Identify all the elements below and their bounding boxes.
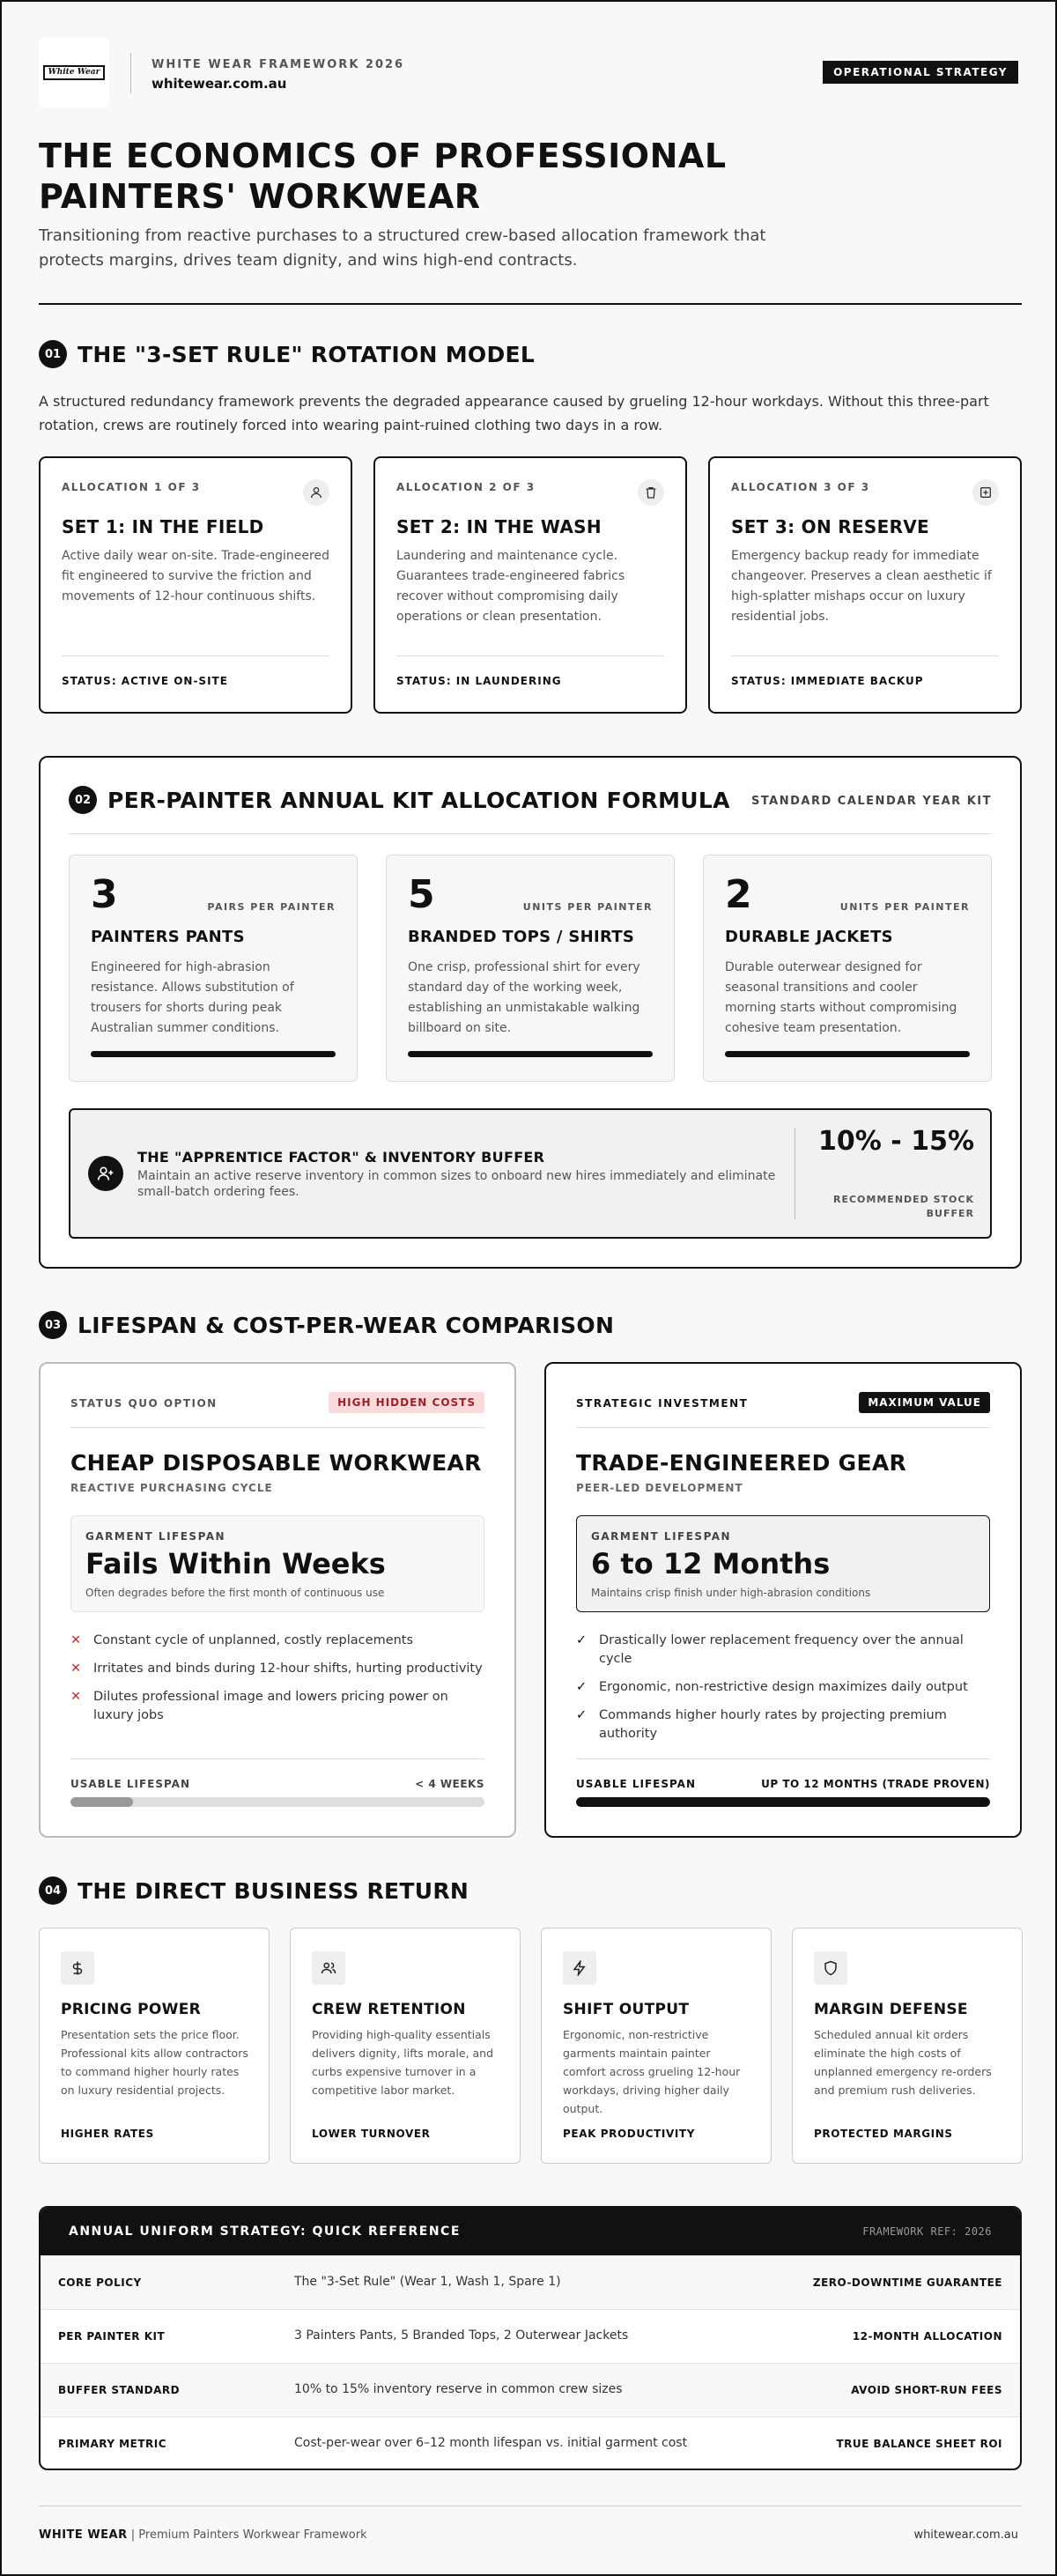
return-card-retention <box>290 1928 521 2164</box>
user-icon <box>303 479 329 506</box>
kit-desc: One crisp, professional shirt for every standard day of the working week, establishing an unmistakable walking billboard on site. <box>408 960 640 1035</box>
comparison-kicker: STRATEGIC INVESTMENT <box>576 1397 749 1410</box>
rotation-card-wash <box>373 456 687 714</box>
maximum-value-badge: MAXIMUM VALUE <box>859 1392 990 1413</box>
lifespan-bar-track <box>576 1797 990 1807</box>
header-site-link[interactable]: whitewear.com.au <box>152 76 287 92</box>
lifespan-bar-track <box>70 1797 484 1807</box>
table-row <box>41 2309 1020 2363</box>
table-row <box>41 2255 1020 2309</box>
high-hidden-costs-badge: HIGH HIDDEN COSTS <box>329 1392 484 1413</box>
section-title: THE DIRECT BUSINESS RETURN <box>78 1877 469 1904</box>
comparison-subtitle: PEER-LED DEVELOPMENT <box>576 1482 743 1494</box>
lifespan-value: 6 to 12 Months <box>591 1547 831 1580</box>
header-rule <box>39 303 1022 305</box>
list-item <box>70 1660 484 1678</box>
lifespan-label: GARMENT LIFESPAN <box>591 1530 732 1543</box>
row-outcome: AVOID SHORT-RUN FEES <box>851 2384 1002 2396</box>
row-key: BUFFER STANDARD <box>58 2384 181 2396</box>
row-outcome: 12-MONTH ALLOCATION <box>852 2330 1002 2343</box>
table-header <box>41 2208 1020 2255</box>
section-1-heading <box>39 340 535 368</box>
section-title: LIFESPAN & COST-PER-WEAR COMPARISON <box>78 1312 615 1338</box>
footer-site-link[interactable]: whitewear.com.au <box>913 2528 1018 2542</box>
row-value: Cost-per-wear over 6–12 month lifespan vs. initial garment cost <box>294 2436 688 2450</box>
row-value: The "3-Set Rule" (Wear 1, Wash 1, Spare 1) <box>294 2275 561 2289</box>
rotation-card-title: SET 2: IN THE WASH <box>396 516 602 537</box>
kit-desc: Engineered for high-abrasion resistance. Allows substitution of trousers for shorts during peak Australian summer conditions. <box>91 960 294 1035</box>
kit-bar <box>408 1051 653 1057</box>
section-4-heading <box>39 1876 469 1905</box>
usable-lifespan-value: UP TO 12 MONTHS (TRADE PROVEN) <box>761 1778 990 1790</box>
divider <box>731 655 999 656</box>
return-card-outcome: LOWER TURNOVER <box>312 2128 431 2140</box>
section-title: THE "3-SET RULE" ROTATION MODEL <box>78 341 536 367</box>
list-item-text: Constant cycle of unplanned, costly replacements <box>93 1633 414 1647</box>
row-key: CORE POLICY <box>58 2276 142 2289</box>
kit-name: PAINTERS PANTS <box>91 928 245 946</box>
kit-card-jackets <box>703 855 992 1082</box>
comparison-kicker: STATUS QUO OPTION <box>70 1397 218 1410</box>
kit-quantity: 2 <box>725 872 752 917</box>
page-title: THE ECONOMICS OF PROFESSIONAL PAINTERS' WORKWEAR <box>39 137 727 216</box>
header-divider <box>130 53 131 93</box>
check-icon: ✓ <box>576 1680 588 1694</box>
list-item-text: Irritates and binds during 12-hour shifts, hurting productivity <box>93 1662 483 1676</box>
kit-card-pants <box>69 855 358 1082</box>
list-item-text: Commands higher hourly rates by projecting premium authority <box>599 1708 947 1741</box>
return-card-pricing <box>39 1928 270 2164</box>
table-row <box>41 2417 1020 2470</box>
kit-name: BRANDED TOPS / SHIRTS <box>408 928 635 946</box>
rotation-card-status: STATUS: IN LAUNDERING <box>396 675 562 687</box>
framework-label: WHITE WEAR FRAMEWORK 2026 <box>152 58 405 71</box>
rotation-card-title: SET 3: ON RESERVE <box>731 516 930 537</box>
kit-quantity: 5 <box>408 872 435 917</box>
allocation-label: ALLOCATION 1 OF 3 <box>62 481 201 493</box>
divider <box>396 655 664 656</box>
framework-ref: FRAMEWORK REF: 2026 <box>862 2225 992 2238</box>
lightning-icon <box>563 1951 596 1985</box>
usable-lifespan-label: USABLE LIFESPAN <box>70 1778 191 1790</box>
kit-bar <box>725 1051 970 1057</box>
list-item <box>576 1632 990 1669</box>
rotation-card-status: STATUS: ACTIVE ON-SITE <box>62 675 228 687</box>
lifespan-label: GARMENT LIFESPAN <box>85 1530 226 1543</box>
operational-strategy-badge: OPERATIONAL STRATEGY <box>823 61 1018 84</box>
return-card-desc: Scheduled annual kit orders eliminate the high costs of unplanned emergency re-orders and premium rush deliveries. <box>814 2028 992 2097</box>
allocation-label: ALLOCATION 3 OF 3 <box>731 481 870 493</box>
divider <box>70 1427 484 1428</box>
page-subtitle: Transitioning from reactive purchases to a structured crew-based allocation framework that protects margins, drives team dignity, and wins high-end contracts. <box>39 226 766 270</box>
buffer-value: 10% - 15% <box>818 1126 974 1157</box>
lifespan-bar-fill <box>576 1797 990 1807</box>
brand-logo <box>39 37 109 107</box>
check-icon: ✓ <box>576 1633 588 1647</box>
cross-icon: ✕ <box>70 1662 82 1676</box>
kit-allocation-panel <box>39 756 1022 1269</box>
rotation-card-title: SET 1: IN THE FIELD <box>62 516 264 537</box>
cross-icon: ✕ <box>70 1633 82 1647</box>
comparison-title: CHEAP DISPOSABLE WORKWEAR <box>70 1450 482 1476</box>
return-card-title: CREW RETENTION <box>312 2001 466 2018</box>
logo-wordmark: White Wear <box>43 65 106 80</box>
buffer-label: RECOMMENDED STOCK BUFFER <box>833 1194 974 1219</box>
rotation-card-reserve <box>708 456 1022 714</box>
return-card-margin <box>792 1928 1023 2164</box>
quick-reference-table <box>39 2206 1022 2470</box>
footer-brand <box>39 2528 367 2542</box>
cross-icon: ✕ <box>70 1690 82 1704</box>
footer-tagline: | Premium Painters Workwear Framework <box>127 2528 367 2542</box>
benefit-list <box>576 1632 990 1753</box>
list-item <box>70 1688 484 1725</box>
lifespan-box <box>576 1515 990 1612</box>
rotation-card-desc: Active daily wear on-site. Trade-engineered fit engineered to survive the friction and movements of 12-hour continuous shifts. <box>62 549 329 603</box>
row-value: 10% to 15% inventory reserve in common crew sizes <box>294 2382 623 2396</box>
return-card-title: MARGIN DEFENSE <box>814 2001 968 2018</box>
lifespan-box <box>70 1515 484 1612</box>
comparison-card-strategic <box>544 1362 1022 1838</box>
section-number: 04 <box>39 1876 67 1905</box>
kit-period-label: STANDARD CALENDAR YEAR KIT <box>750 795 992 808</box>
list-item <box>576 1678 990 1697</box>
trash-icon <box>638 479 664 506</box>
section-number: 03 <box>39 1311 67 1339</box>
kit-desc: Durable outerwear designed for seasonal transitions and cooler morning starts without compromising cohesive team presentation. <box>725 960 957 1035</box>
list-item-text: Ergonomic, non-restrictive design maximizes daily output <box>599 1680 968 1694</box>
divider <box>62 655 329 656</box>
list-item-text: Dilutes professional image and lowers pricing power on luxury jobs <box>93 1690 448 1722</box>
divider <box>576 1427 990 1428</box>
lifespan-value: Fails Within Weeks <box>85 1547 386 1580</box>
section-3-heading <box>39 1311 614 1339</box>
return-card-desc: Presentation sets the price floor. Professional kits allow contractors to command higher hourly rates on luxury residential projects. <box>61 2028 248 2097</box>
usable-lifespan-label: USABLE LIFESPAN <box>576 1778 697 1790</box>
allocation-label: ALLOCATION 2 OF 3 <box>396 481 536 493</box>
plus-square-icon <box>972 479 999 506</box>
list-item <box>70 1632 484 1650</box>
kit-name: DURABLE JACKETS <box>725 928 893 946</box>
inventory-buffer-callout <box>69 1108 992 1239</box>
section-title: PER-PAINTER ANNUAL KIT ALLOCATION FORMULA <box>107 787 730 813</box>
section-number: 01 <box>39 340 67 368</box>
rotation-card-desc: Laundering and maintenance cycle. Guarantees trade-engineered fabrics recover without compromising daily operations or clean presentation. <box>396 549 625 624</box>
section-1-intro: A structured redundancy framework prevents the degraded appearance caused by grueling 12-hour workdays. Without this three-part rotation, crews are routinely forced into wearing paint-ruined clothing two days in a row. <box>39 393 989 433</box>
table-row <box>41 2363 1020 2417</box>
list-item-text: Drastically lower replacement frequency over the annual cycle <box>599 1633 964 1666</box>
table-body <box>41 2255 1020 2470</box>
divider <box>69 833 992 834</box>
footer-brand-name: WHITE WEAR <box>39 2528 128 2542</box>
row-outcome: ZERO-DOWNTIME GUARANTEE <box>812 2276 1002 2289</box>
return-card-desc: Ergonomic, non-restrictive garments maintain painter comfort across grueling 12-hour workdays, driving higher daily output. <box>563 2028 741 2115</box>
kit-bar <box>91 1051 336 1057</box>
rotation-card-field <box>39 456 352 714</box>
return-card-desc: Providing high-quality essentials delivers dignity, lifts morale, and curbs expensive turnover in a competitive labor market. <box>312 2028 494 2097</box>
rotation-card-desc: Emergency backup ready for immediate changeover. Preserves a clean aesthetic if high-splatter mishaps occur on luxury residential jobs. <box>731 549 992 624</box>
lifespan-note: Often degrades before the first month of continuous use <box>85 1587 385 1599</box>
dollar-icon <box>61 1951 94 1985</box>
kit-card-tops <box>386 855 675 1082</box>
section-number: 02 <box>69 786 97 814</box>
comparison-card-status-quo <box>39 1362 516 1838</box>
return-card-outcome: HIGHER RATES <box>61 2128 154 2140</box>
buffer-title: THE "APPRENTICE FACTOR" & INVENTORY BUFFER <box>137 1149 545 1166</box>
kit-unit: UNITS PER PAINTER <box>839 901 970 913</box>
return-card-outcome: PROTECTED MARGINS <box>814 2128 953 2140</box>
comparison-title: TRADE-ENGINEERED GEAR <box>576 1450 907 1476</box>
kit-unit: UNITS PER PAINTER <box>522 901 653 913</box>
rotation-card-status: STATUS: IMMEDIATE BACKUP <box>731 675 924 687</box>
row-outcome: TRUE BALANCE SHEET ROI <box>836 2438 1002 2450</box>
list-item <box>576 1706 990 1743</box>
kit-unit: PAIRS PER PAINTER <box>207 901 336 913</box>
table-title: ANNUAL UNIFORM STRATEGY: QUICK REFERENCE <box>69 2224 461 2239</box>
user-plus-icon <box>88 1156 123 1191</box>
users-icon <box>312 1951 345 1985</box>
comparison-subtitle: REACTIVE PURCHASING CYCLE <box>70 1482 273 1494</box>
divider <box>70 1758 484 1759</box>
section-2-heading <box>69 786 730 814</box>
return-card-outcome: PEAK PRODUCTIVITY <box>563 2128 695 2140</box>
usable-lifespan-value: < 4 WEEKS <box>415 1778 484 1790</box>
return-card-title: PRICING POWER <box>61 2001 202 2018</box>
shield-icon <box>814 1951 847 1985</box>
kit-quantity: 3 <box>91 872 118 917</box>
row-value: 3 Painters Pants, 5 Branded Tops, 2 Outerwear Jackets <box>294 2328 629 2343</box>
return-card-output <box>541 1928 772 2164</box>
lifespan-bar-fill <box>70 1797 133 1807</box>
row-key: PER PAINTER KIT <box>58 2330 166 2343</box>
return-card-title: SHIFT OUTPUT <box>563 2001 690 2018</box>
row-key: PRIMARY METRIC <box>58 2438 167 2450</box>
check-icon: ✓ <box>576 1708 588 1722</box>
buffer-desc: Maintain an active reserve inventory in common sizes to onboard new hires immediately and eliminate small-batch ordering fees. <box>137 1169 776 1199</box>
drawback-list <box>70 1632 484 1735</box>
divider <box>576 1758 990 1759</box>
lifespan-note: Maintains crisp finish under high-abrasion conditions <box>591 1587 871 1599</box>
